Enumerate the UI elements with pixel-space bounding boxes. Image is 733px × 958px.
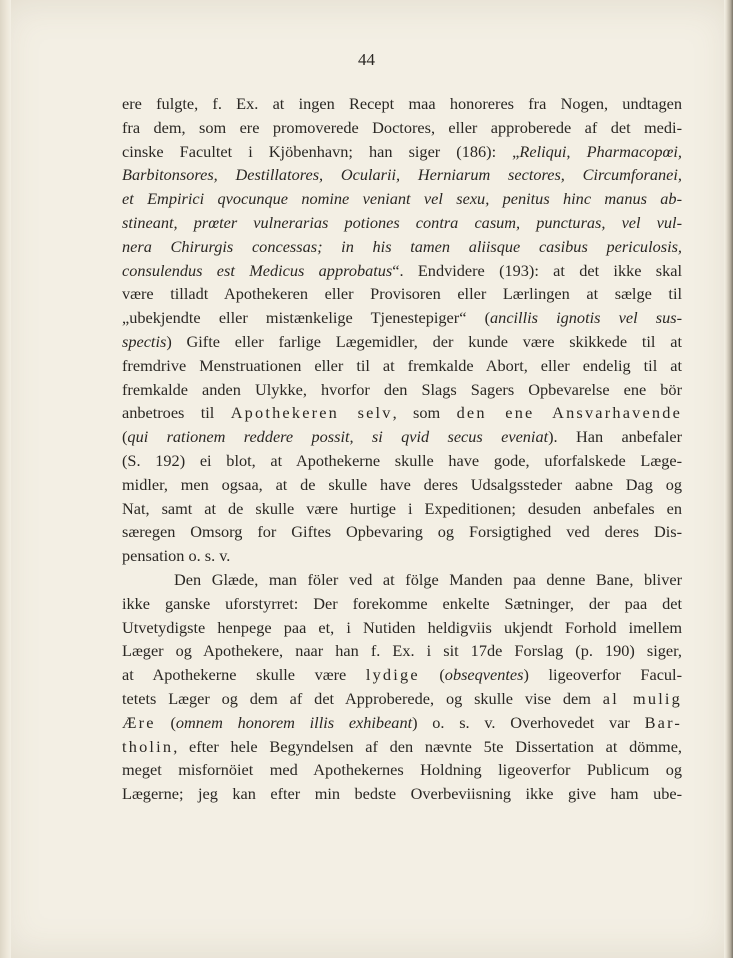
text-line: et Empirici qvocunque nomine veniant vel sexu, penitus hinc manus ab- (122, 189, 682, 209)
text-line: Nat, samt at de skulle være hurtige i Expeditionen; desuden anbefales en (122, 498, 682, 518)
text-line: fra dem, som ere promoverede Doctores, eller approberede af det medi- (122, 117, 682, 137)
text-line: Ære (omnem honorem illis exhibeant) o. s. v. Overhovedet var Bar- (122, 712, 682, 732)
text-line: meget misfornöiet med Apothekernes Holdning ligeoverfor Publicum og (122, 760, 682, 780)
text-line: fremdrive Menstruationen eller til at fremkalde Abort, eller endelig til at (122, 355, 682, 375)
text-line: Barbitonsores, Destillatores, Ocularii, Herniarum sectores, Circumforanei, (122, 165, 682, 185)
body-text (122, 92, 682, 806)
page-number: 44 (358, 50, 375, 69)
book-binding-edge (724, 0, 733, 958)
text-line: midler, men ogsaa, at de skulle have deres Udsalgssteder aabne Dag og (122, 474, 682, 494)
page-left-edge (0, 0, 11, 958)
text-line: nera Chirurgis concessas; in his tamen aliisque casibus periculosis, (122, 236, 682, 256)
text-line: „ubekjendte eller mistænkelige Tjenestepiger“ (ancillis ignotis vel sus- (122, 308, 682, 328)
text-line: tholin, efter hele Begyndelsen af den nævnte 5te Dissertation at dömme, (122, 736, 682, 756)
text-line: Den Glæde, man föler ved at fölge Manden paa denne Bane, bliver (174, 569, 682, 589)
text-line: pensation o. s. v. (122, 546, 231, 566)
text-line: consulendus est Medicus approbatus“. Endvidere (193): at det ikke skal (122, 260, 682, 280)
text-line: tetets Læger og dem af det Approberede, og skulle vise dem al mulig (122, 688, 682, 708)
text-line: Læger og Apothekere, naar han f. Ex. i sit 17de Forslag (p. 190) siger, (122, 641, 682, 661)
text-line: spectis) Gifte eller farlige Lægemidler, der kunde være skikkede til at (122, 331, 682, 351)
text-line: særegen Omsorg for Giftes Opbevaring og Forsigtighed ved deres Dis- (122, 522, 682, 542)
text-line: være tilladt Apothekeren eller Provisoren eller Lærlingen at sælge til (122, 284, 682, 304)
text-line: anbetroes til Apothekeren selv, som den ene Ansvarhavende (122, 403, 682, 423)
text-line: ikke ganske uforstyrret: Der forekomme enkelte Sætninger, der paa det (122, 593, 682, 613)
text-line: ere fulgte, f. Ex. at ingen Recept maa honoreres fra Nogen, undtagen (122, 94, 682, 113)
text-line: stineant, prœter vulnerarias potiones contra casum, puncturas, vel vul- (122, 212, 682, 232)
text-line: (qui rationem reddere possit, si qvid secus eveniat). Han anbefaler (122, 427, 682, 447)
text-line: fremkalde anden Ulykke, hvorfor den Slags Sagers Opbevarelse ene bör (122, 379, 682, 399)
text-line: (S. 192) ei blot, at Apothekerne skulle have gode, uforfalskede Læge- (122, 450, 682, 470)
text-line: cinske Facultet i Kjöbenhavn; han siger (186): „Reliqui, Pharmacopœi, (122, 141, 683, 161)
text-line: Utvetydigste henpege paa et, i Nutiden heldigviis ukjendt Forhold imellem (122, 617, 682, 637)
text-line: at Apothekerne skulle være lydige (obseqventes) ligeoverfor Facul- (122, 665, 683, 685)
text-line: Lægerne; jeg kan efter min bedste Overbeviisning ikke give ham ube- (122, 784, 682, 804)
